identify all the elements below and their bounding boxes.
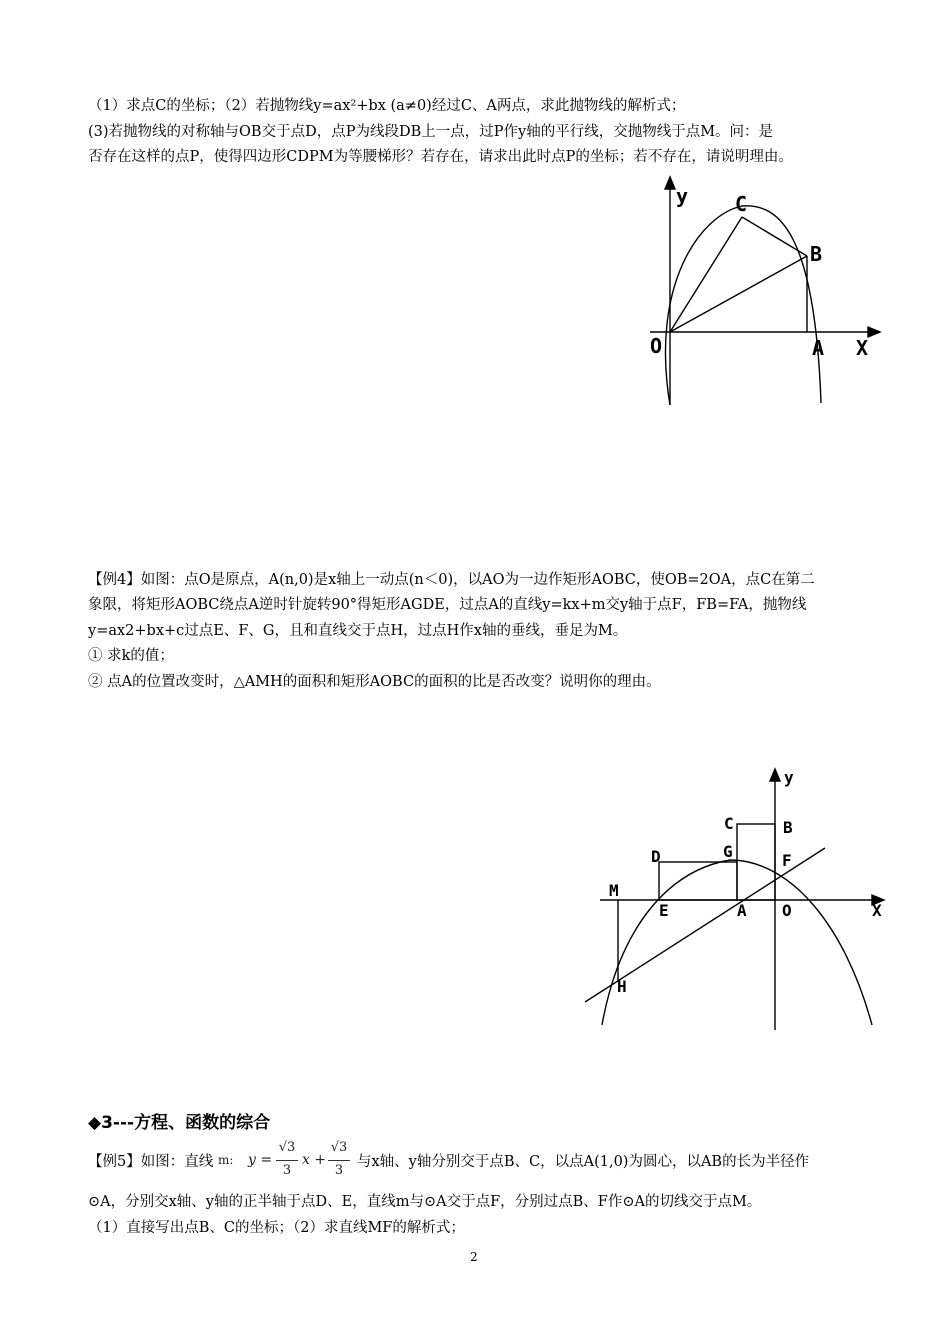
problem-prev-line-1: （1）求点C的坐标；（2）若抛物线y=ax²+bx (a≠0)经过C、A两点，求此抛物线的解析式； [88, 98, 686, 114]
fig2-label-x: X [872, 901, 882, 920]
fig1-parabola [665, 206, 821, 405]
fig2-label-h: H [617, 977, 627, 996]
fig2-label-y: y [784, 768, 794, 787]
fig1-segment-cb [742, 217, 807, 256]
fig2-label-d: D [651, 847, 661, 866]
fig2-rectangle-agde [659, 862, 737, 900]
problem-prev-line-2: (3)若抛物线的对称轴与OB交于点D，点P为线段DB上一点，过P作y轴的平行线，交抛物线于点M。问：是 [88, 124, 774, 140]
formula-x: x + [302, 1152, 327, 1168]
problem-prev-line-3: 否存在这样的点P，使得四边形CDPM为等腰梯形？若存在，请求出此时点P的坐标；若不存在，请说明理由。 [88, 149, 793, 165]
figure-1-parabola-diagram [630, 175, 890, 410]
formula-fraction-2-bar [328, 1160, 350, 1161]
fig1-label-c: C [735, 192, 748, 216]
example-4-question-2: ② 点A的位置改变时，△AMH的面积和矩形AOBC的面积的比是否改变？说明你的理由。 [88, 674, 661, 690]
fig1-x-arrow [868, 327, 880, 337]
page-number: 2 [470, 1250, 478, 1264]
fig2-y-arrow [770, 769, 780, 781]
formula-fraction-1-denominator: 3 [282, 1163, 292, 1178]
example-4-question-1: ① 求k的值； [88, 648, 174, 664]
example-5-line-2: ⊙A，分别交x轴、y轴的正半轴于点D、E，直线m与⊙A交于点F，分别过点B、F作⊙A的切线交于点M。 [88, 1194, 762, 1210]
formula-y: y = [248, 1152, 273, 1168]
example-5-formula [218, 1140, 356, 1184]
fig1-label-y: y [676, 184, 689, 208]
example-4-line-1: 【例4】如图：点O是原点，A(n,0)是x轴上一动点(n＜0)，以AO为一边作矩形AOBC，使OB=2OA，点C在第二 [88, 572, 815, 588]
fig1-label-a: A [812, 336, 825, 360]
fig1-label-b: B [810, 242, 823, 266]
fig1-label-x: X [856, 336, 869, 360]
formula-fraction-1-bar [276, 1160, 298, 1161]
section-3-title: ◆3---方程、函数的综合 [88, 1113, 271, 1133]
example-5-prefix: 【例5】如图：直线 [88, 1154, 214, 1170]
figure-2-rectangle-parabola-diagram [580, 765, 900, 1035]
formula-fraction-2-numerator: √3 [330, 1140, 348, 1155]
fig2-label-f: F [782, 851, 792, 870]
formula-fraction-2-denominator: 3 [334, 1163, 344, 1178]
example-5-line-3: （1）直接写出点B、C的坐标；（2）求直线MF的解析式； [88, 1220, 465, 1236]
fig2-label-m: M [609, 881, 619, 900]
formula-name: m: [218, 1153, 234, 1167]
fig2-label-b: B [783, 818, 793, 837]
fig2-label-c: C [724, 814, 734, 833]
fig1-segment-oc [670, 217, 742, 332]
fig2-label-e: E [659, 901, 669, 920]
fig1-label-o: O [650, 334, 663, 358]
fig2-label-o: O [782, 901, 792, 920]
fig2-label-a: A [737, 901, 747, 920]
fig1-y-arrow [665, 177, 675, 189]
example-4-line-2: 象限，将矩形AOBC绕点A逆时针旋转90°得矩形AGDE，过点A的直线y=kx+m交y轴于点F，FB=FA，抛物线 [88, 597, 807, 613]
fig1-segment-ob [670, 256, 807, 332]
fig2-rectangle-aobc [737, 824, 775, 900]
example-4-line-3: y=ax2+bx+c过点E、F、G，且和直线交于点H，过点H作x轴的垂线，垂足为M。 [88, 623, 628, 639]
example-5-line-1-suffix: 与x轴、y轴分别交于点B、C，以点A(1,0)为圆心，以AB的长为半径作 [357, 1154, 810, 1170]
formula-fraction-1-numerator: √3 [278, 1140, 296, 1155]
fig2-label-g: G [723, 842, 733, 861]
